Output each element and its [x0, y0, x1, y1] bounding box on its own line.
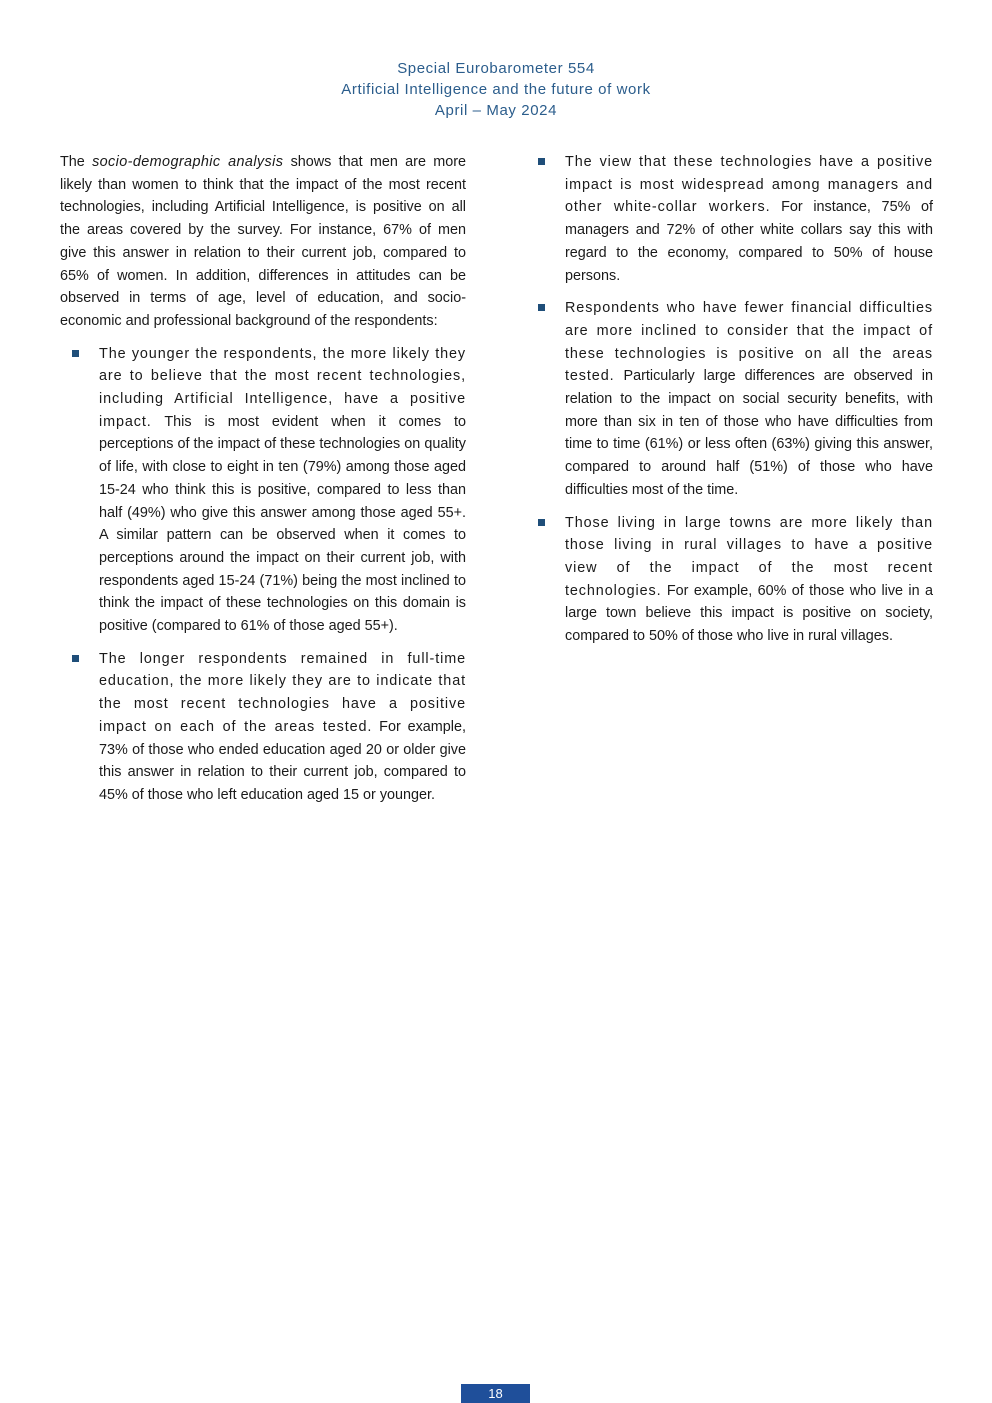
right-column: [537, 151, 933, 658]
square-bullet-icon: [538, 158, 545, 165]
square-bullet-icon: [72, 350, 79, 357]
bullet-body: This is most evident when it comes to perceptions of the impact of these technologies on quality of life, with close to eight in ten (79%) among those aged 15-24 who think this is positive, compared to less than half (49%) who give this answer among those aged 55+. A similar pattern can be observed when it comes to perceptions around the impact on their current job, with respondents aged 15-24 (71%) being the most inclined to think the impact of these technologies on this domain is positive (compared to 61% of those aged 55+).: [99, 413, 466, 635]
square-bullet-icon: [538, 519, 545, 526]
bullet-lead: The longer respondents remained in full-time education, the more likely they are to indicate that the most recent technologies have a positive impact on each of the areas tested.: [99, 650, 466, 735]
intro-paragraph: The socio-demographic analysis shows that men are more likely than women to think that the impact of the most recent technologies, including Artificial Intelligence, is positive on all the areas covered by the survey. For instance, 67% of men give this answer in relation to their current job, compared to 65% of women. In addition, differences in attitudes can be observed in terms of age, level of education, and socio-economic and professional background of the respondents:: [60, 154, 466, 329]
report-date: April – May 2024: [434, 102, 558, 119]
list-item: [537, 151, 933, 287]
list-item: [537, 512, 933, 648]
report-title: Special Eurobarometer 554: [397, 60, 595, 77]
list-item: [537, 297, 933, 501]
bullet-body: Particularly large differences are observed in relation to the impact on social security benefits, with more than six in ten of those who have difficulties from time to time (61%) or less often (63%) giving this answer, compared to around half (51%) of those who have difficulties most of the time.: [565, 368, 933, 498]
document-header: [0, 58, 992, 121]
square-bullet-icon: [72, 655, 79, 662]
findings-list-left: [60, 343, 466, 807]
report-subtitle: Artificial Intelligence and the future of work: [341, 81, 651, 98]
bullet-lead: Those living in large towns are more likely than those living in rural villages to have a positive view of the impact of the most recent technologies.: [565, 514, 933, 599]
bullet-lead: The view that these technologies have a positive impact is most widespread among managers and other white-collar workers.: [565, 154, 933, 216]
bullet-body: For example, 73% of those who ended education aged 20 or older give this answer in relation to their current job, compared to 45% of those who left education aged 15 or younger.: [99, 718, 466, 803]
page-number-badge: 18: [461, 1384, 530, 1403]
findings-list-right: [537, 151, 933, 648]
bullet-lead: The younger the respondents, the more likely they are to believe that the most recent technologies, including Artificial Intelligence, have a positive impact.: [99, 345, 466, 430]
square-bullet-icon: [538, 304, 545, 311]
list-item: [60, 648, 466, 807]
bullet-body: For instance, 75% of managers and 72% of other white collars say this with regard to the economy, compared to 50% of house persons.: [565, 199, 933, 284]
left-column: [60, 151, 466, 817]
intro-emphasis: socio-demographic analysis: [92, 154, 284, 170]
bullet-lead: Respondents who have fewer financial difficulties are more inclined to consider that the impact of these technologies is positive on all the areas tested.: [565, 300, 933, 385]
bullet-body: For example, 60% of those who live in a large town believe this impact is positive on society, compared to 50% of those who live in rural villages.: [565, 582, 933, 645]
list-item: [60, 343, 466, 638]
